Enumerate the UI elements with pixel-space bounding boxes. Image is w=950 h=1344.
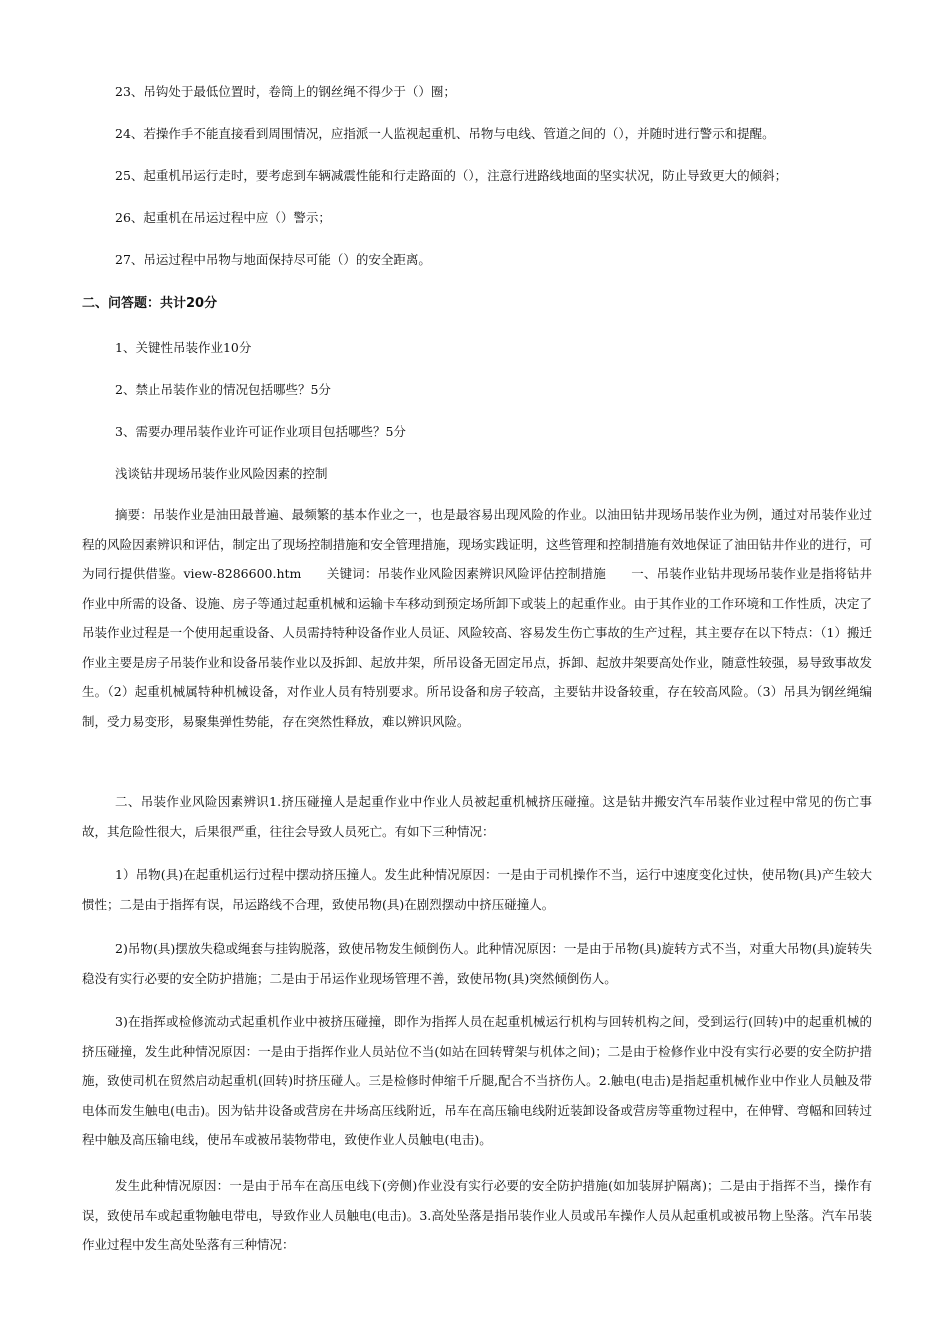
question-1: 1、关键性吊装作业10分 — [115, 340, 252, 355]
item-25: 25、起重机吊运行走时，要考虑到车辆减震性能和行走路面的（），注意行进路线地面的坚实状况，防止导致更大的倾斜； — [115, 168, 788, 183]
question-2: 2、禁止吊装作业的情况包括哪些？5分 — [115, 382, 331, 397]
article-paragraph-5: 3)在指挥或检修流动式起重机作业中被挤压碰撞，即作为指挥人员在起重机械运行机构与回转机构之间，受到运行(回转)中的起重机械的挤压碰撞，发生此种情况原因：一是由于指挥作业人员站位不当(如站在回转臂架与机体之间)；二是由于检修作业中没有实行必要的安全防护措施，致使司机在贸然启动起重机(回转)时挤压碰人。三是检修时伸缩千斤腿,配合不当挤伤人。2.触电(电击)是指起重机械作业中作业人员触及带电体而发生触电(电击)。因为钻井设备或营房在井场高压线附近，吊车在高压输电线附近装卸设备或营房等重物过程中，在伸臂、弯幅和回转过程中触及高压输电线，使吊车或被吊装物带电，致使作业人员触电(电击)。 — [82, 1014, 872, 1147]
article-paragraph-3: 1）吊物(具)在起重机运行过程中摆动挤压撞人。发生此种情况原因：一是由于司机操作不当，运行中速度变化过快，使吊物(具)产生较大惯性；二是由于指挥有误，吊运路线不合理，致使吊物(具)在剧烈摆动中挤压碰撞人。 — [82, 867, 872, 912]
article-paragraph-1: 摘要：吊装作业是油田最普遍、最频繁的基本作业之一，也是最容易出现风险的作业。以油田钻井现场吊装作业为例，通过对吊装作业过程的风险因素辨识和评估，制定出了现场控制措施和安全管理措施，现场实践证明，这些管理和控制措施有效地保证了油田钻井作业的进行，可为同行提供借鉴。view-8286600.htm 关键词：吊装作业风险因素辨识风险评估控制措施 一、吊装作业钻井现场吊装作业是指将钻井作业中所需的设备、设施、房子等通过起重机械和运输卡车移动到预定场所卸下或装上的起重作业。由于其作业的工作环境和工作性质，决定了吊装作业过程是一个使用起重设备、人员需持特种设备作业人员证、风险较高、容易发生伤亡事故的生产过程，其主要存在以下特点：（1）搬迁作业主要是房子吊装作业和设备吊装作业以及拆卸、起放井架，所吊设备无固定吊点，拆卸、起放井架要高处作业，随意性较强，易导致事故发生。（2）起重机械属特种机械设备，对作业人员有特别要求。所吊设备和房子较高，主要钻井设备较重，存在较高风险。（3）吊具为钢丝绳编制，受力易变形，易聚集弹性势能，存在突然性释放，难以辨识风险。 — [82, 507, 872, 729]
article-paragraph-4: 2)吊物(具)摆放失稳或绳套与挂钩脱落，致使吊物发生倾倒伤人。此种情况原因：一是由于吊物(具)旋转方式不当，对重大吊物(具)旋转失稳没有实行必要的安全防护措施；二是由于吊运作业现场管理不善，致使吊物(具)突然倾倒伤人。 — [82, 941, 872, 986]
item-27: 27、吊运过程中吊物与地面保持尽可能（）的安全距离。 — [115, 252, 431, 267]
article-paragraph-6: 发生此种情况原因：一是由于吊车在高压电线下(旁侧)作业没有实行必要的安全防护措施(如加装屏护隔离)；二是由于指挥不当，操作有误，致使吊车或起重物触电带电，导致作业人员触电(电击)。3.高处坠落是指吊装作业人员或吊车操作人员从起重机或被吊物上坠落。汽车吊装作业过程中发生高处坠落有三种情况： — [82, 1178, 872, 1252]
item-26: 26、起重机在吊运过程中应（）警示； — [115, 210, 331, 225]
question-3: 3、需要办理吊装作业许可证作业项目包括哪些？5分 — [115, 424, 406, 439]
item-23: 23、吊钩处于最低位置时，卷筒上的钢丝绳不得少于（）圈； — [115, 84, 456, 99]
article-title: 浅谈钻井现场吊装作业风险因素的控制 — [115, 466, 328, 481]
article-paragraph-2: 二、吊装作业风险因素辨识1.挤压碰撞人是起重作业中作业人员被起重机械挤压碰撞。这是钻井搬安汽车吊装作业过程中常见的伤亡事故，其危险性很大，后果很严重，往往会导致人员死亡。有如下三种情况： — [82, 794, 872, 839]
section-heading: 二、问答题：共计20分 — [82, 296, 218, 311]
item-24: 24、若操作手不能直接看到周围情况，应指派一人监视起重机、吊物与电线、管道之间的（），并随时进行警示和提醒。 — [115, 126, 775, 141]
